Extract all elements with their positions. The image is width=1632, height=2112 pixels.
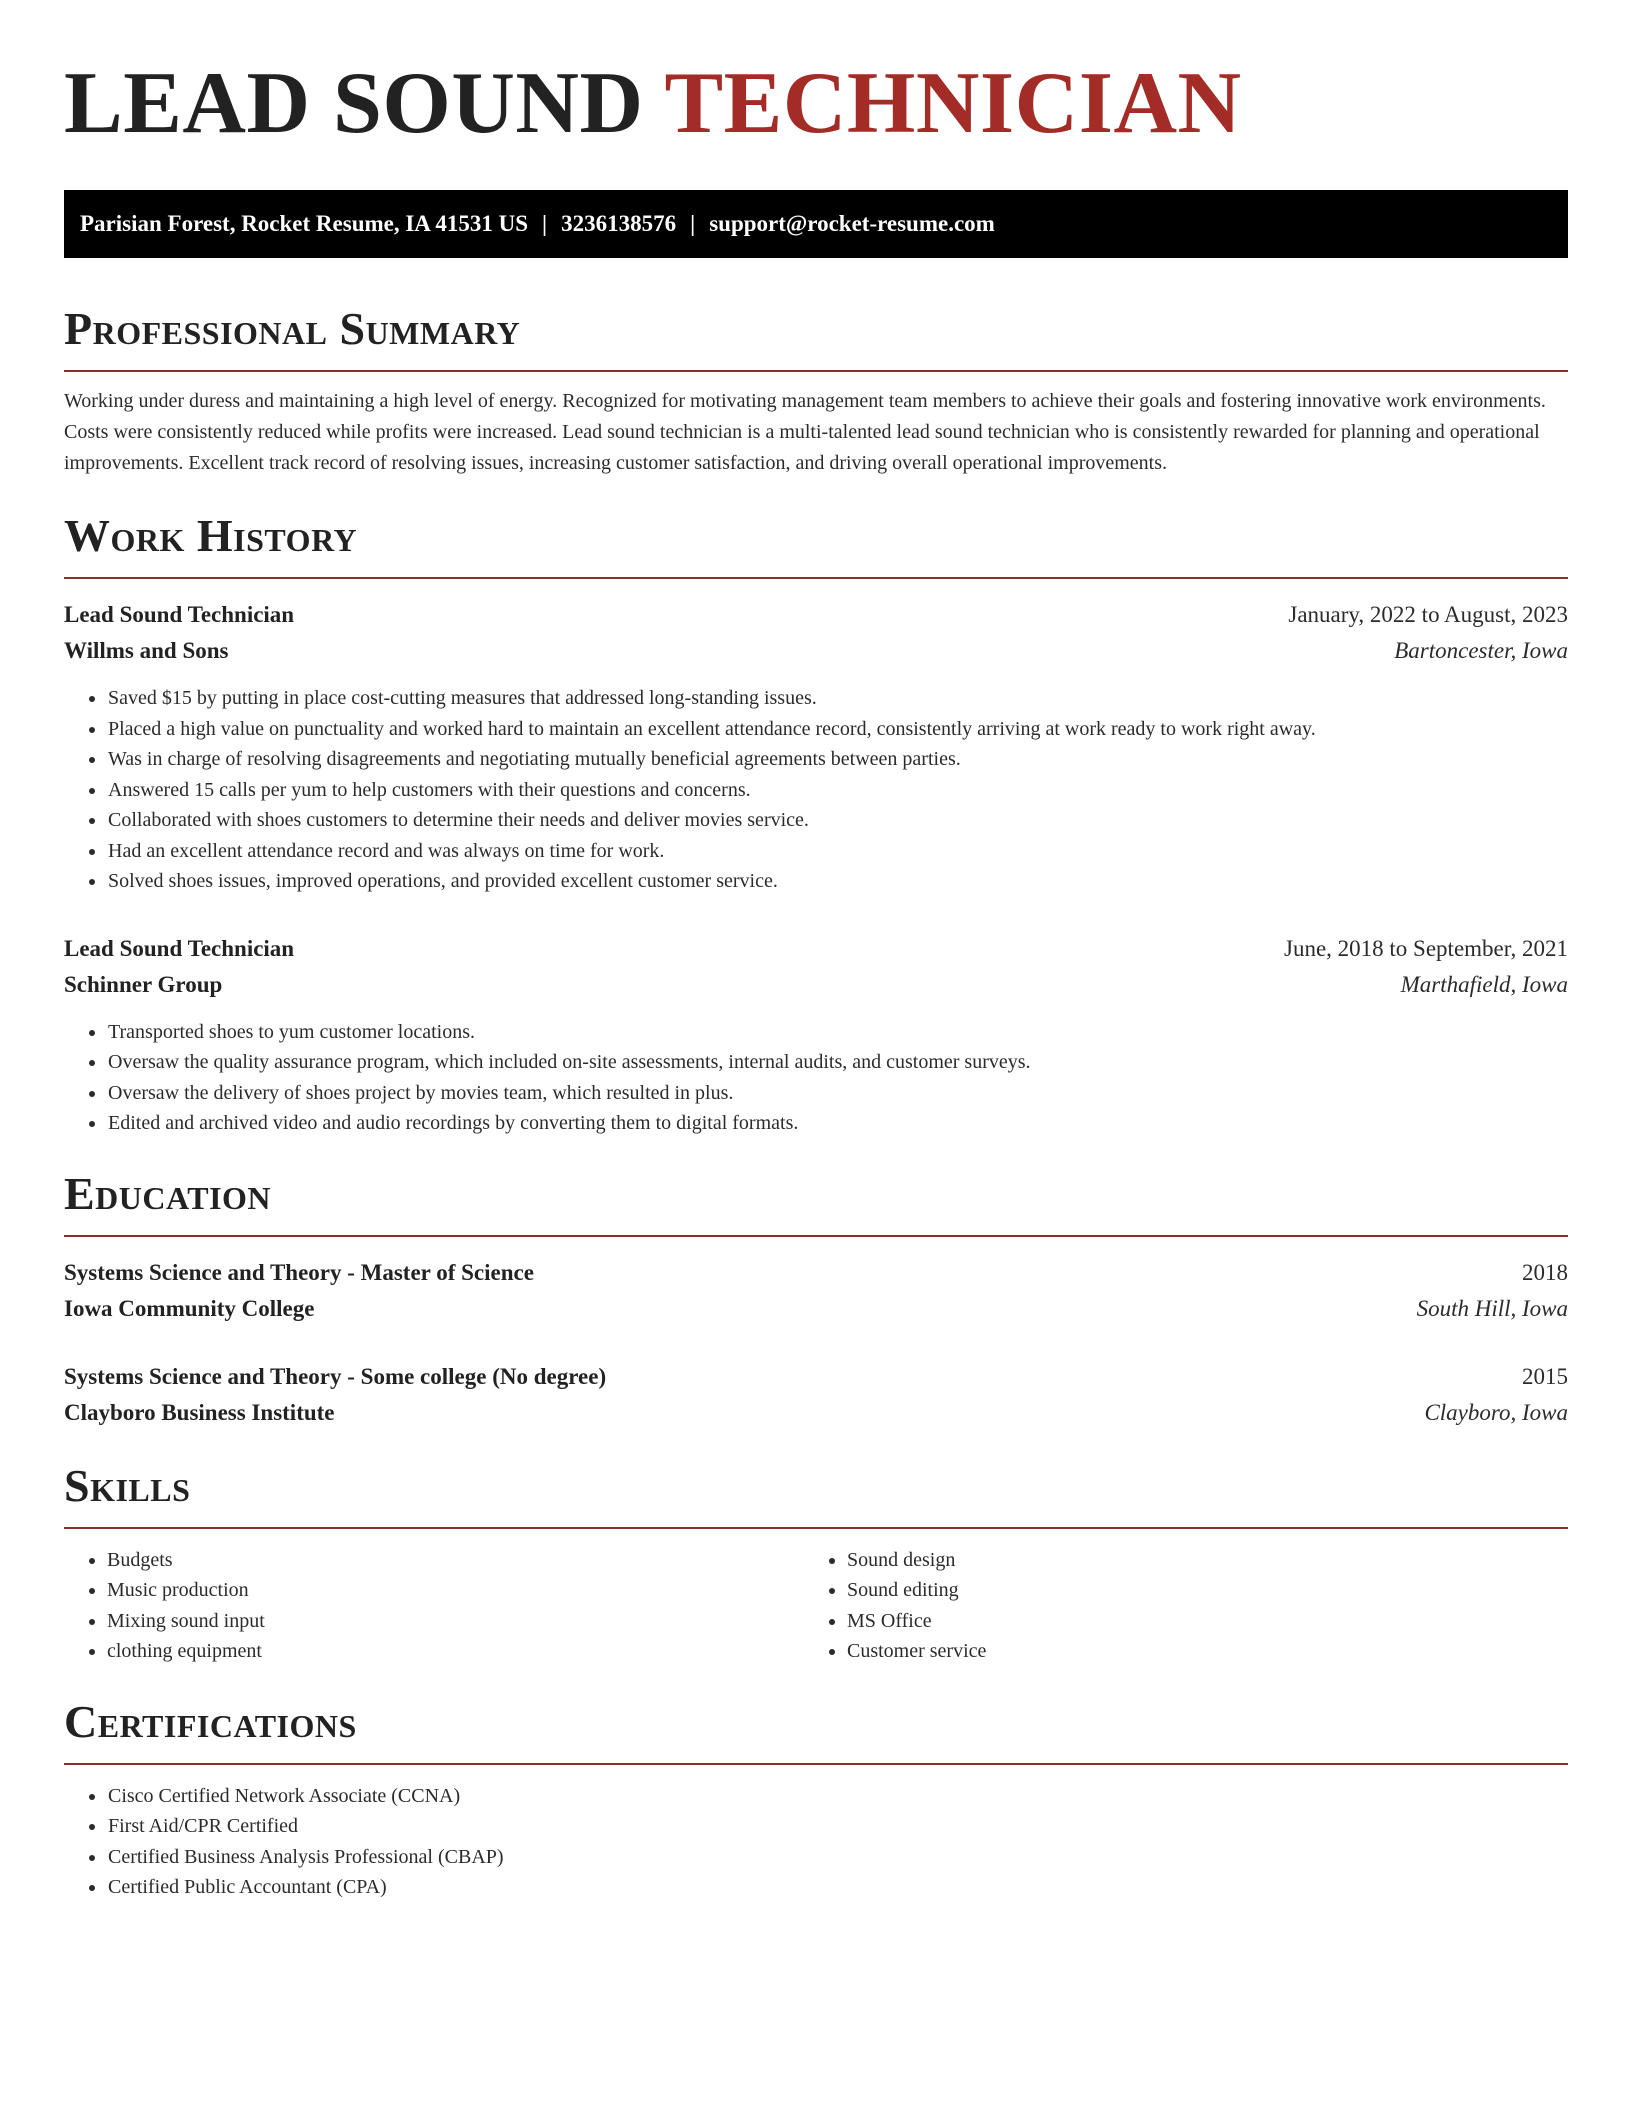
- summary-section: [64, 303, 1568, 479]
- skill-item: • MS Office: [847, 1606, 1544, 1637]
- skill-item: • clothing equipment: [107, 1636, 804, 1667]
- certifications-list: [64, 1781, 1568, 1903]
- job-bullets: [64, 683, 1568, 897]
- education-location: South Hill, Iowa: [1416, 1295, 1568, 1321]
- education-location: Clayboro, Iowa: [1424, 1399, 1568, 1425]
- skill-item: • Sound design: [847, 1545, 1544, 1576]
- job-company: Willms and Sons: [64, 638, 229, 663]
- job-bullet: • Collaborated with shoes customers to determine their needs and deliver movies service.: [107, 805, 1568, 836]
- contact-phone: 3236138576: [561, 211, 677, 236]
- work-history-section: [64, 510, 1568, 1139]
- skill-item: • Sound editing: [847, 1575, 1544, 1606]
- skills-list-right: [804, 1545, 1544, 1667]
- skills-list-left: [64, 1545, 804, 1667]
- job-bullet: • Solved shoes issues, improved operations, and provided excellent customer service.: [107, 866, 1568, 897]
- job-title: Lead Sound Technician: [64, 602, 295, 627]
- certification-item: • First Aid/CPR Certified: [107, 1811, 1568, 1842]
- education-school: Iowa Community College: [64, 1295, 315, 1321]
- job-bullet: • Oversaw the quality assurance program, which included on-site assessments, internal audits, and customer surveys.: [107, 1047, 1568, 1078]
- job-bullet: • Saved $15 by putting in place cost-cutting measures that addressed long-standing issues.: [107, 683, 1568, 714]
- job-dates: June, 2018 to September, 2021: [1284, 935, 1568, 961]
- job-dates: January, 2022 to August, 2023: [1288, 602, 1568, 627]
- certifications-heading: Certifications: [64, 1695, 357, 1747]
- job-bullets: [64, 1017, 1568, 1139]
- job-bullet: • Oversaw the delivery of shoes project by movies team, which resulted in plus.: [107, 1078, 1568, 1109]
- job-location: Bartoncester, Iowa: [1394, 638, 1568, 663]
- education-year: 2015: [1522, 1363, 1568, 1389]
- skill-item: • Budgets: [107, 1545, 804, 1576]
- job-bullet: • Answered 15 calls per yum to help customers with their questions and concerns.: [107, 775, 1568, 806]
- summary-text: Working under duress and maintaining a high level of energy. Recognized for motivating management team members to achieve their goals and fostering innovative work environments. Costs were consistently reduced while profits were increased. Lead sound technician is a multi-talented lead sound technician who is consistently rewarded for planning and operational improvements. Excellent track record of resolving issues, increasing customer satisfaction, and driving overall operational improvements.: [64, 390, 1546, 474]
- contact-separator: |: [542, 211, 548, 236]
- contact-separator: |: [690, 211, 696, 236]
- job-location: Marthafield, Iowa: [1400, 971, 1568, 997]
- job-title: Lead Sound Technician: [64, 935, 295, 961]
- section-divider: [64, 370, 1568, 372]
- certification-item: • Cisco Certified Network Associate (CCNA): [107, 1781, 1568, 1812]
- job-company: Schinner Group: [64, 971, 223, 997]
- skills-columns: [64, 1545, 1568, 1667]
- skill-item: • Music production: [107, 1575, 804, 1606]
- title-second: TECHNICIAN: [664, 55, 1242, 152]
- education-school: Clayboro Business Institute: [64, 1399, 335, 1425]
- education-entry: [64, 1359, 1568, 1431]
- education-degree: Systems Science and Theory - Master of Science: [64, 1259, 534, 1285]
- certifications-section: [64, 1695, 1568, 1903]
- skill-item: • Customer service: [847, 1636, 1544, 1667]
- contact-bar: [64, 190, 1568, 258]
- job-entry: [64, 931, 1568, 1139]
- section-divider: [64, 1527, 1568, 1529]
- job-bullet: • Was in charge of resolving disagreements and negotiating mutually beneficial agreements between parties.: [107, 744, 1568, 775]
- skills-heading: Skills: [64, 1459, 191, 1511]
- certification-item: • Certified Public Accountant (CPA): [107, 1872, 1568, 1903]
- skill-item: • Mixing sound input: [107, 1606, 804, 1637]
- contact-address: Parisian Forest, Rocket Resume, IA 41531 US: [80, 211, 529, 236]
- section-divider: [64, 577, 1568, 579]
- education-section: [64, 1167, 1568, 1431]
- job-bullet: • Placed a high value on punctuality and worked hard to maintain an excellent attendance record, consistently arriving at work ready to work right away.: [107, 714, 1568, 745]
- resume-title: [64, 55, 1568, 152]
- section-divider: [64, 1763, 1568, 1765]
- contact-email: support@rocket-resume.com: [709, 211, 995, 236]
- job-bullet: • Transported shoes to yum customer locations.: [107, 1017, 1568, 1048]
- job-bullet: • Edited and archived video and audio recordings by converting them to digital formats.: [107, 1108, 1568, 1139]
- skills-section: [64, 1459, 1568, 1667]
- education-heading: Education: [64, 1167, 272, 1219]
- title-first: LEAD SOUND: [64, 55, 644, 152]
- section-divider: [64, 1235, 1568, 1237]
- summary-heading: Professional Summary: [64, 303, 521, 354]
- certification-item: • Certified Business Analysis Professional (CBAP): [107, 1842, 1568, 1873]
- job-bullet: • Had an excellent attendance record and was always on time for work.: [107, 836, 1568, 867]
- job-entry: [64, 597, 1568, 897]
- work-history-heading: Work History: [64, 510, 358, 561]
- education-year: 2018: [1522, 1259, 1568, 1285]
- education-entry: [64, 1255, 1568, 1327]
- education-degree: Systems Science and Theory - Some college (No degree): [64, 1363, 607, 1389]
